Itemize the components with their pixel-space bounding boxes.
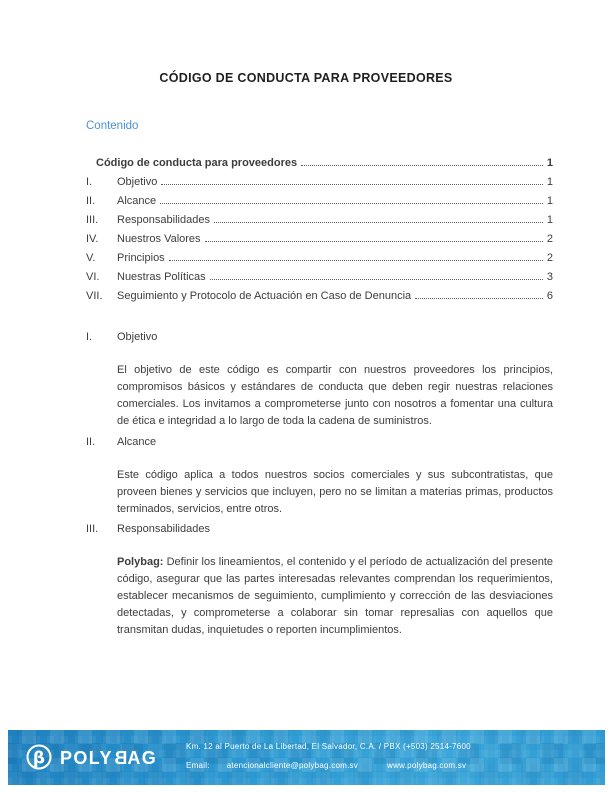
toc-dot-leader — [415, 298, 543, 299]
toc-entry-numeral: III. — [86, 214, 99, 226]
section-paragraph — [117, 554, 553, 639]
wordmark-mirrored-b: B — [112, 747, 128, 768]
toc-entry-numeral: V. — [86, 252, 96, 264]
toc-entry[interactable] — [86, 283, 553, 302]
toc-entry-numeral: I. — [86, 176, 93, 188]
toc-entry-page: 3 — [546, 271, 553, 283]
toc-entry[interactable] — [86, 188, 553, 207]
section-heading — [86, 523, 553, 536]
toc-entry[interactable] — [86, 207, 553, 226]
website-link[interactable]: www.polybag.com.sv — [387, 761, 467, 770]
toc-entry[interactable] — [86, 245, 553, 264]
toc-entry-page: 1 — [546, 157, 553, 169]
section-numeral: II. — [86, 436, 96, 448]
paragraph-text: El objetivo de este código es compartir con nuestros proveedores los principios, compromisos básicos y estándares de conducta que deben regir nuestras relaciones comerciales. Los invitamos a comprometerse junto con nosotros a fomentar una cultura de ética e integridad a lo largo de toda la cadena de suministros. — [117, 364, 553, 427]
section-heading — [86, 331, 553, 344]
wordmark-pre: POLY — [60, 747, 113, 768]
toc-entry-page: 2 — [546, 252, 553, 264]
polybag-wordmark — [60, 748, 157, 769]
toc-entry-label: Principios — [117, 252, 165, 264]
toc-entry-label: Nuestros Valores — [117, 233, 201, 245]
footer-contact — [186, 742, 471, 770]
toc-entry-numeral: IV. — [86, 233, 99, 245]
email-link[interactable]: atencionalcliente@polybag.com.sv — [226, 761, 359, 770]
section-responsabilidades — [86, 523, 553, 639]
footer-contact-line2 — [186, 761, 471, 770]
toc-entry-label: Código de conducta para proveedores — [96, 157, 298, 169]
table-of-contents — [86, 150, 553, 302]
toc-entry-numeral: II. — [86, 195, 96, 207]
section-heading — [86, 436, 553, 449]
toc-dot-leader — [301, 165, 543, 166]
toc-heading: Contenido — [86, 120, 139, 132]
toc-dot-leader — [160, 203, 543, 204]
section-numeral: III. — [86, 523, 99, 535]
toc-entry[interactable] — [86, 264, 553, 283]
toc-entry-page: 1 — [546, 176, 553, 188]
toc-entry-numeral: VII. — [86, 290, 103, 302]
pb-monogram-icon — [24, 742, 54, 774]
toc-entry[interactable] — [86, 226, 553, 245]
section-title: Objetivo — [117, 331, 158, 343]
document-title: CÓDIGO DE CONDUCTA PARA PROVEEDORES — [159, 71, 453, 85]
toc-dot-leader — [161, 184, 543, 185]
toc-entry-page: 6 — [546, 290, 553, 302]
polybag-logo — [24, 742, 157, 774]
section-title: Responsabilidades — [117, 523, 210, 535]
section-objetivo — [86, 331, 553, 430]
paragraph-text: Definir los lineamientos, el contenido y el período de actualización del presente código, asegurar que las partes interesadas relevantes comprendan los requerimientos, establecer mecanismos de seguimiento, cumplimiento y corrección de las desviaciones detectadas, y comprometerse a colaborar sin tomar represalias con aquellos que transmitan dudas, inquietudes o reporten incumplimientos. — [117, 556, 553, 636]
toc-dot-leader — [205, 241, 543, 242]
toc-entry-label: Nuestras Políticas — [117, 271, 206, 283]
footer-address: Km. 12 al Puerto de La Libertad, El Salvador, C.A. / PBX (+503) 2514-7600 — [186, 742, 471, 751]
toc-entry-page: 1 — [546, 195, 553, 207]
wordmark-post: AG — [127, 747, 158, 768]
section-numeral: I. — [86, 331, 93, 343]
toc-entry-label: Objetivo — [117, 176, 158, 188]
toc-dot-leader — [169, 260, 543, 261]
toc-entry[interactable] — [86, 169, 553, 188]
toc-entry-page: 2 — [546, 233, 553, 245]
section-paragraph — [117, 362, 553, 430]
toc-entry-numeral: VI. — [86, 271, 100, 283]
paragraph-text: Este código aplica a todos nuestros socios comerciales y sus subcontratistas, que proveen bienes y servicios que incluyen, pero no se limitan a materias primas, productos terminados, servicios, entre otros. — [117, 469, 553, 515]
toc-dot-leader — [210, 279, 543, 280]
toc-entry-label: Alcance — [117, 195, 157, 207]
toc-entry-label: Seguimiento y Protocolo de Actuación en Caso de Denuncia — [117, 290, 412, 302]
section-paragraph — [117, 467, 553, 518]
toc-entry[interactable] — [86, 150, 553, 169]
svg-text:β: β — [32, 748, 46, 769]
toc-dot-leader — [214, 222, 543, 223]
toc-entry-label: Responsabilidades — [117, 214, 210, 226]
section-title: Alcance — [117, 436, 157, 448]
paragraph-bold-prefix: Polybag: — [117, 556, 164, 568]
section-alcance — [86, 436, 553, 518]
email-label: Email: — [186, 761, 210, 770]
toc-entry-page: 1 — [546, 214, 553, 226]
footer-banner — [8, 730, 605, 785]
